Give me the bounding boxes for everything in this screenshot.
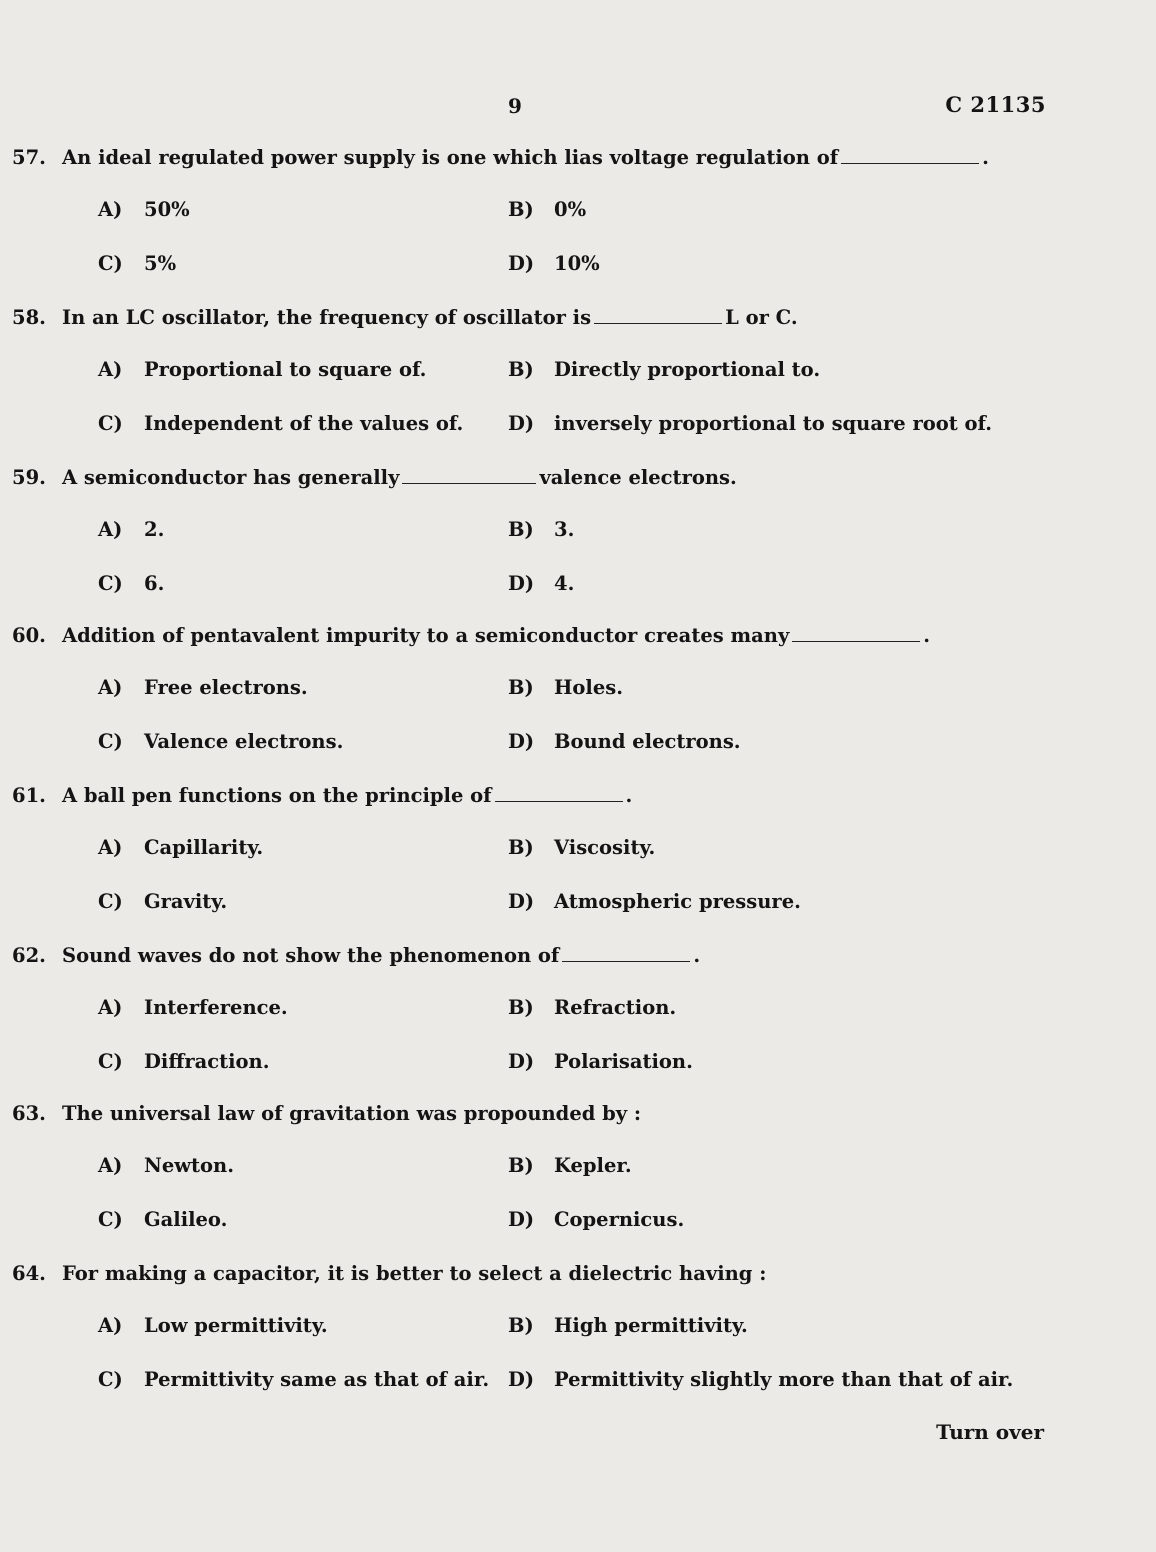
option-d xyxy=(508,412,992,435)
question-text-before: Addition of pentavalent impurity to a semiconductor creates many xyxy=(62,624,790,647)
option-d xyxy=(508,572,574,595)
option-letter: D) xyxy=(508,1050,535,1073)
option-text: 2. xyxy=(144,518,165,541)
question-text xyxy=(62,944,700,967)
option-letter: B) xyxy=(508,1314,534,1337)
option-text: Atmospheric pressure. xyxy=(554,890,801,913)
option-text: Proportional to square of. xyxy=(144,358,427,381)
option-text: Kepler. xyxy=(554,1154,632,1177)
question-stem xyxy=(12,944,1132,974)
question-number: 61. xyxy=(12,784,46,807)
question-text xyxy=(62,624,930,647)
option-b xyxy=(508,676,623,699)
option-text: Copernicus. xyxy=(554,1208,685,1231)
option-letter: D) xyxy=(508,1368,535,1391)
option-letter: B) xyxy=(508,518,534,541)
option-b xyxy=(508,1314,748,1337)
question-text xyxy=(62,306,798,329)
option-text: Viscosity. xyxy=(554,836,656,859)
option-a xyxy=(98,518,164,541)
option-text: Free electrons. xyxy=(144,676,308,699)
question-text-before: Sound waves do not show the phenomenon of xyxy=(62,944,560,967)
option-letter: A) xyxy=(98,518,123,541)
option-letter: B) xyxy=(508,836,534,859)
option-c xyxy=(98,252,176,275)
option-d xyxy=(508,1368,1013,1391)
question-stem xyxy=(12,1102,1132,1132)
option-letter: A) xyxy=(98,358,123,381)
option-a xyxy=(98,836,263,859)
option-letter: D) xyxy=(508,572,535,595)
option-d xyxy=(508,890,801,913)
question-number: 57. xyxy=(12,146,46,169)
option-c xyxy=(98,1368,489,1391)
option-letter: C) xyxy=(98,1368,123,1391)
option-b xyxy=(508,836,655,859)
answer-blank xyxy=(495,787,623,802)
option-text: Interference. xyxy=(144,996,288,1019)
question-text-after: L or C. xyxy=(725,306,798,329)
option-b xyxy=(508,518,574,541)
question-text-after: . xyxy=(693,944,701,967)
option-text: Bound electrons. xyxy=(554,730,741,753)
option-letter: D) xyxy=(508,890,535,913)
option-letter: B) xyxy=(508,676,534,699)
option-text: Low permittivity. xyxy=(144,1314,328,1337)
option-text: Permittivity slightly more than that of air. xyxy=(554,1368,1014,1391)
option-a xyxy=(98,676,308,699)
option-text: Directly proportional to. xyxy=(554,358,821,381)
question-63 xyxy=(12,1102,1132,1231)
question-number: 64. xyxy=(12,1262,46,1285)
question-text-before: A ball pen functions on the principle of xyxy=(62,784,492,807)
option-letter: A) xyxy=(98,1314,123,1337)
answer-blank xyxy=(402,469,536,484)
option-b xyxy=(508,996,676,1019)
option-c xyxy=(98,730,343,753)
option-letter: B) xyxy=(508,198,534,221)
question-64 xyxy=(12,1262,1132,1391)
question-text-before: The universal law of gravitation was propounded by : xyxy=(62,1102,642,1125)
option-text: Independent of the values of. xyxy=(144,412,464,435)
answer-blank xyxy=(841,149,979,164)
option-text: 4. xyxy=(554,572,575,595)
question-text xyxy=(62,146,989,169)
question-57 xyxy=(12,146,1132,275)
option-text: Refraction. xyxy=(554,996,677,1019)
question-stem xyxy=(12,1262,1132,1292)
option-letter: C) xyxy=(98,1208,123,1231)
option-letter: A) xyxy=(98,836,123,859)
paper-code: C 21135 xyxy=(945,92,1046,117)
option-b xyxy=(508,198,586,221)
question-text-after: . xyxy=(982,146,989,169)
question-58 xyxy=(12,306,1132,435)
option-letter: C) xyxy=(98,252,123,275)
answer-blank xyxy=(792,627,920,642)
option-c xyxy=(98,1050,270,1073)
option-text: 5% xyxy=(144,252,177,275)
question-number: 62. xyxy=(12,944,46,967)
turn-over-note: Turn over xyxy=(936,1420,1044,1444)
option-c xyxy=(98,412,463,435)
option-letter: A) xyxy=(98,996,123,1019)
option-letter: A) xyxy=(98,198,123,221)
option-letter: C) xyxy=(98,730,123,753)
option-b xyxy=(508,1154,632,1177)
option-letter: B) xyxy=(508,1154,534,1177)
question-61 xyxy=(12,784,1132,913)
option-c xyxy=(98,890,227,913)
option-a xyxy=(98,198,190,221)
option-text: Holes. xyxy=(554,676,624,699)
option-letter: C) xyxy=(98,412,123,435)
question-text xyxy=(62,784,632,807)
option-letter: D) xyxy=(508,730,535,753)
question-text-before: A semiconductor has generally xyxy=(62,466,400,489)
question-number: 58. xyxy=(12,306,46,329)
option-d xyxy=(508,1050,693,1073)
question-number: 60. xyxy=(12,624,46,647)
option-letter: D) xyxy=(508,412,535,435)
option-letter: C) xyxy=(98,572,123,595)
option-letter: D) xyxy=(508,1208,535,1231)
question-text xyxy=(62,1262,766,1285)
option-letter: C) xyxy=(98,890,123,913)
option-letter: A) xyxy=(98,676,123,699)
question-59 xyxy=(12,466,1132,595)
question-60 xyxy=(12,624,1132,753)
option-a xyxy=(98,996,288,1019)
option-c xyxy=(98,572,164,595)
option-text: Polarisation. xyxy=(554,1050,693,1073)
option-a xyxy=(98,1154,234,1177)
option-text: 6. xyxy=(144,572,165,595)
question-number: 59. xyxy=(12,466,46,489)
question-text-before: An ideal regulated power supply is one which lias voltage regulation of xyxy=(62,146,839,169)
question-62 xyxy=(12,944,1132,1073)
question-stem xyxy=(12,784,1132,814)
option-letter: C) xyxy=(98,1050,123,1073)
option-letter: B) xyxy=(508,358,534,381)
option-c xyxy=(98,1208,227,1231)
option-text: Permittivity same as that of air. xyxy=(144,1368,490,1391)
question-stem xyxy=(12,146,1132,176)
answer-blank xyxy=(594,309,722,324)
option-text: 3. xyxy=(554,518,575,541)
option-a xyxy=(98,1314,328,1337)
option-text: Newton. xyxy=(144,1154,234,1177)
option-text: inversely proportional to square root of. xyxy=(554,412,993,435)
option-letter: D) xyxy=(508,252,535,275)
option-b xyxy=(508,358,820,381)
question-text-before: For making a capacitor, it is better to select a dielectric having : xyxy=(62,1262,767,1285)
question-text-after: valence electrons. xyxy=(539,466,737,489)
option-text: Galileo. xyxy=(144,1208,228,1231)
option-d xyxy=(508,252,600,275)
question-stem xyxy=(12,624,1132,654)
option-d xyxy=(508,1208,684,1231)
option-text: High permittivity. xyxy=(554,1314,748,1337)
option-text: 10% xyxy=(554,252,600,275)
option-d xyxy=(508,730,741,753)
option-a xyxy=(98,358,426,381)
question-text xyxy=(62,1102,641,1125)
answer-blank xyxy=(562,947,690,962)
option-text: 50% xyxy=(144,198,190,221)
option-text: Capillarity. xyxy=(144,836,264,859)
question-text-before: In an LC oscillator, the frequency of oscillator is xyxy=(62,306,592,329)
question-number: 63. xyxy=(12,1102,46,1125)
option-text: 0% xyxy=(554,198,587,221)
question-stem xyxy=(12,306,1132,336)
option-letter: A) xyxy=(98,1154,123,1177)
question-text-after: . xyxy=(923,624,931,647)
page-number: 9 xyxy=(508,94,522,118)
question-text-after: . xyxy=(625,784,633,807)
question-text xyxy=(62,466,737,489)
question-stem xyxy=(12,466,1132,496)
option-text: Valence electrons. xyxy=(144,730,344,753)
option-text: Diffraction. xyxy=(144,1050,270,1073)
option-text: Gravity. xyxy=(144,890,228,913)
option-letter: B) xyxy=(508,996,534,1019)
